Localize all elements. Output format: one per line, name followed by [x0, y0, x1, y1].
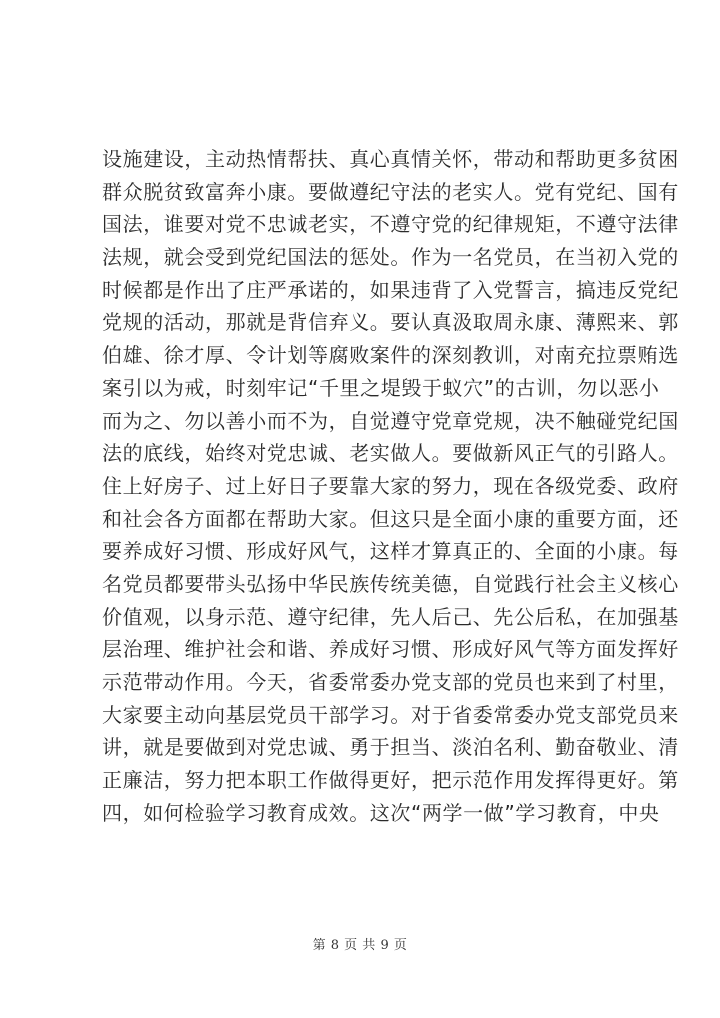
text-line: 国法，谁要对党不忠诚老实，不遵守党的纪律规矩，不遵守法律: [102, 212, 679, 237]
text-line: 党规的活动，那就是背信弃义。要认真汲取周永康、薄熙来、郭: [102, 310, 679, 335]
text-line: 层治理、维护社会和谐、养成好习惯、形成好风气等方面发挥好: [102, 637, 679, 662]
text-line: 案引以为戒，时刻牢记“千里之堤毁于蚁穴”的古训，勿以恶小: [102, 375, 660, 400]
page-number-footer: 第 8 页 共 9 页: [312, 938, 408, 953]
text-line: 四，如何检验学习教育成效。这次“两学一做”学习教育，中央: [102, 800, 660, 825]
text-line: 法的底线，始终对党忠诚、老实做人。要做新风正气的引路人。: [102, 441, 679, 466]
text-line: 和社会各方面都在帮助大家。但这只是全面小康的重要方面，还: [102, 506, 679, 531]
text-line: 而为之、勿以善小而不为，自觉遵守党章党规，决不触碰党纪国: [102, 408, 679, 433]
text-line: 价值观，以身示范、遵守纪律，先人后己、先公后私，在加强基: [102, 604, 679, 629]
text-line: 群众脱贫致富奔小康。要做遵纪守法的老实人。党有党纪、国有: [102, 179, 679, 204]
text-line: 住上好房子、过上好日子要靠大家的努力，现在各级党委、政府: [102, 473, 679, 498]
text-line: 示范带动作用。今天，省委常委办党支部的党员也来到了村里，: [102, 670, 679, 694]
text-line: 正廉洁，努力把本职工作做得更好，把示范作用发挥得更好。第: [102, 768, 679, 793]
text-line: 时候都是作出了庄严承诺的，如果违背了入党誓言，搞违反党纪: [102, 277, 679, 302]
body-text: [102, 143, 679, 829]
text-line: 名党员都要带头弘扬中华民族传统美德，自觉践行社会主义核心: [102, 571, 679, 596]
text-line: 法规，就会受到党纪国法的惩处。作为一名党员，在当初入党的: [102, 245, 679, 270]
text-line: 要养成好习惯、形成好风气，这样才算真正的、全面的小康。每: [102, 539, 679, 564]
text-line: 伯雄、徐才厚、令计划等腐败案件的深刻教训，对南充拉票贿选: [102, 343, 679, 368]
text-line: 设施建设，主动热情帮扶、真心真情关怀，带动和帮助更多贫困: [102, 147, 679, 171]
text-line: 大家要主动向基层党员干部学习。对于省委常委办党支部党员来: [102, 702, 679, 727]
text-line: 讲，就是要做到对党忠诚、勇于担当、淡泊名利、勤奋敬业、清: [102, 735, 679, 760]
